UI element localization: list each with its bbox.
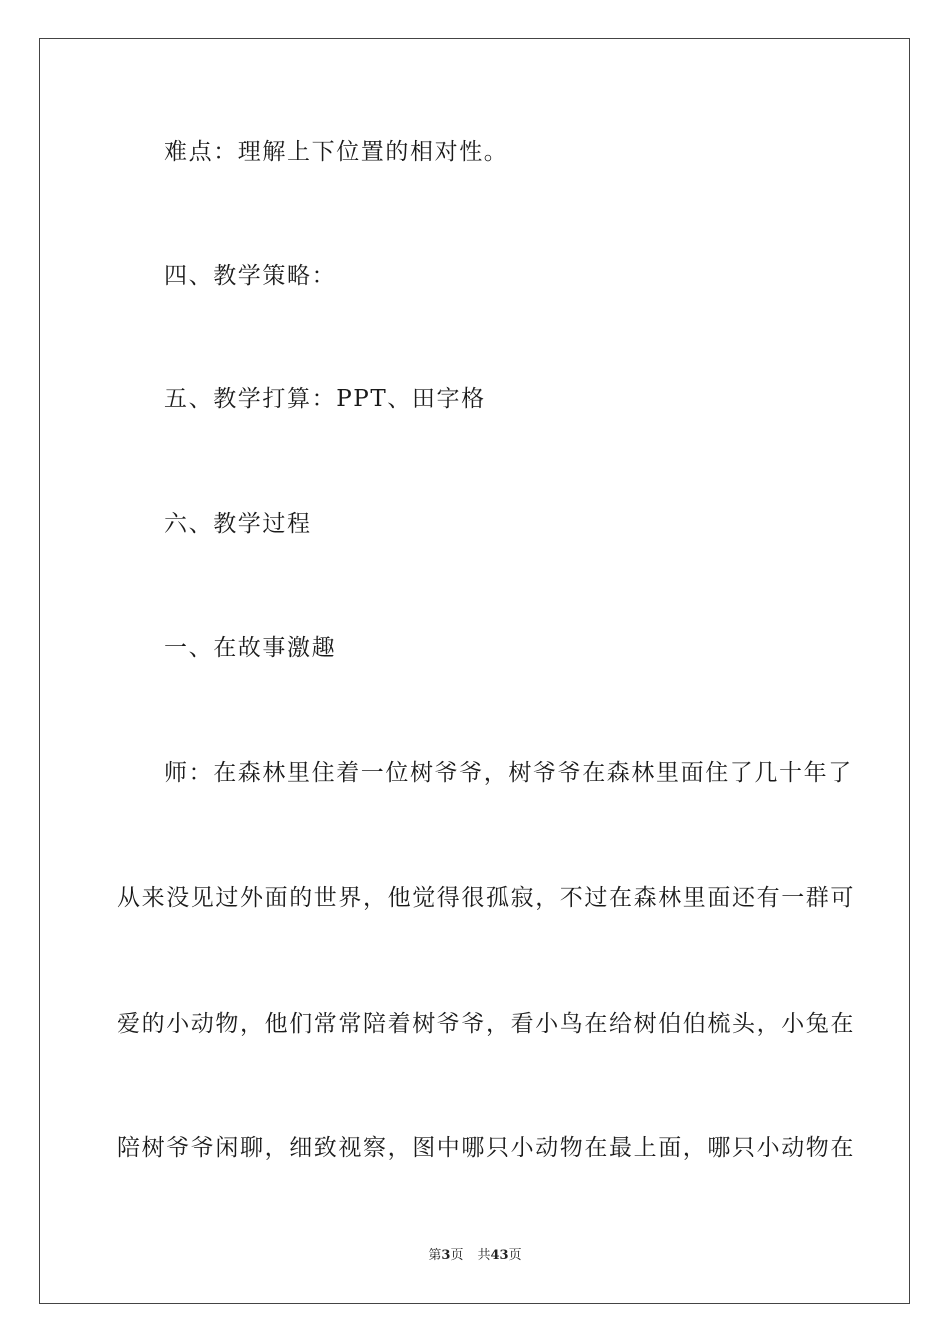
footer-page-suffix: 页 xyxy=(450,1248,464,1263)
paragraph-difficulty: 难点：理解上下位置的相对性。 xyxy=(164,139,509,165)
heading-teaching-process: 六、教学过程 xyxy=(164,511,312,537)
paragraph-teacher-line-2: 从来没见过外面的世界，他觉得很孤寂，不过在森林里面还有一群可 xyxy=(117,885,855,911)
footer-total-pages: 43 xyxy=(490,1248,509,1263)
footer-total-suffix: 页 xyxy=(508,1248,522,1263)
heading-teaching-preparation: 五、教学打算：PPT、田字格 xyxy=(164,386,486,412)
footer-total-prefix: 共 xyxy=(477,1248,491,1263)
footer-page-prefix: 第 xyxy=(428,1248,442,1263)
heading-story-intro: 一、在故事激趣 xyxy=(164,635,337,661)
paragraph-teacher-line-3: 爱的小动物，他们常常陪着树爷爷，看小鸟在给树伯伯梳头，小兔在 xyxy=(117,1011,855,1037)
page-frame xyxy=(39,38,910,1304)
paragraph-teacher-line-1: 师：在森林里住着一位树爷爷，树爷爷在森林里面住了几十年了 xyxy=(164,760,853,786)
footer-page-number: 3 xyxy=(441,1248,451,1263)
page-footer xyxy=(0,1247,950,1265)
heading-teaching-strategy: 四、教学策略： xyxy=(164,263,337,289)
paragraph-teacher-line-4: 陪树爷爷闲聊，细致视察，图中哪只小动物在最上面，哪只小动物在 xyxy=(117,1135,855,1161)
